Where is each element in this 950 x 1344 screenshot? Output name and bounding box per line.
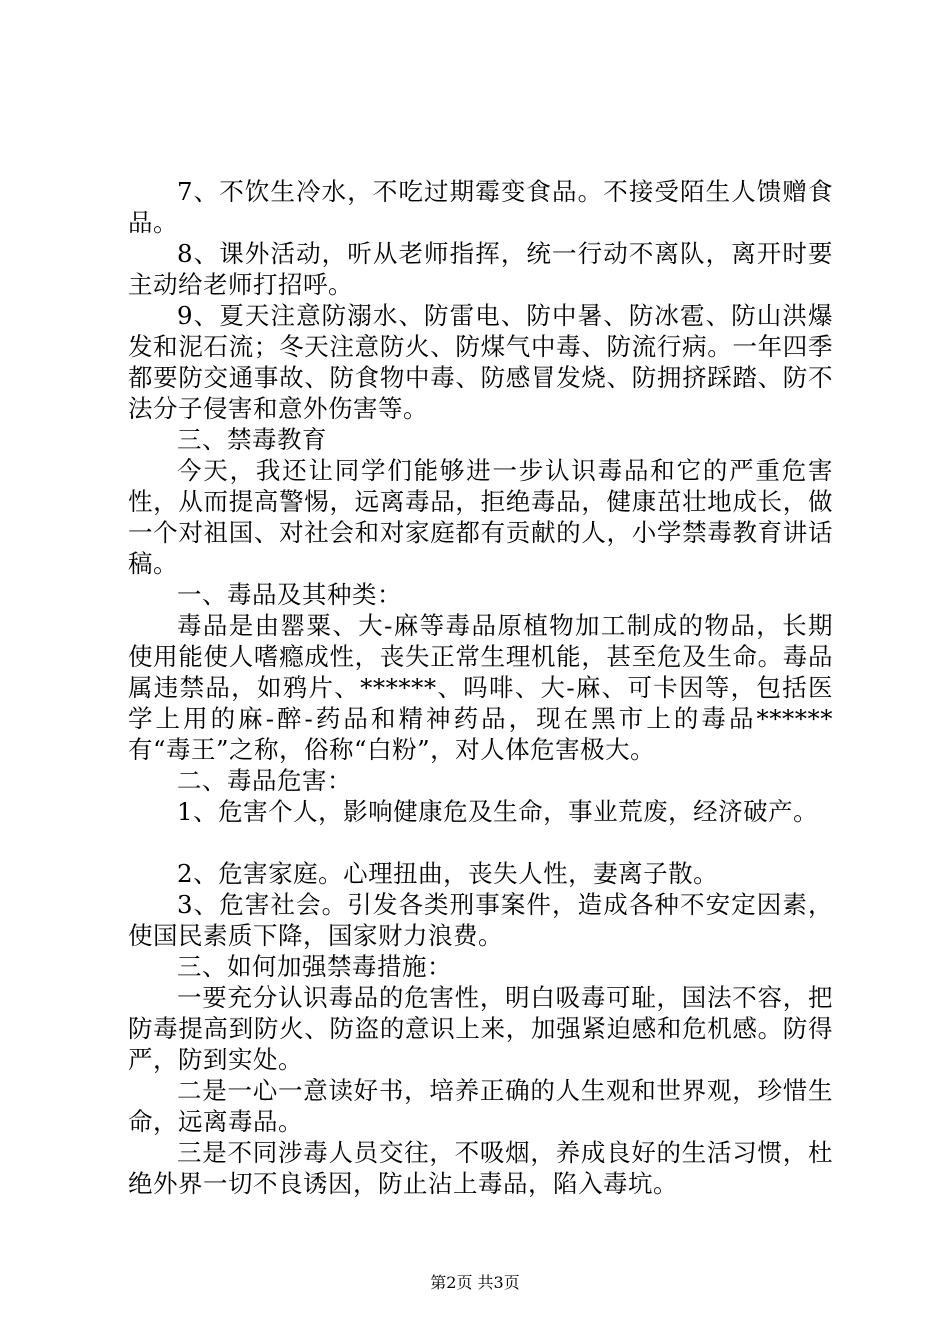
paragraph-7: 7、不饮生冷水，不吃过期霉变食品。不接受陌生人馈赠食品。 bbox=[128, 177, 833, 237]
paragraph-9: 9、夏天注意防溺水、防雷电、防中暑、防冰雹、防山洪爆发和泥石流；冬天注意防火、防煤气中毒、防流行病。一年四季都要防交通事故、防食物中毒、防感冒发烧、防拥挤踩踏、防不法分子侵害和意外伤害等。 bbox=[128, 301, 833, 423]
paragraph-8: 8、课外活动，听从老师指挥，统一行动不离队，离开时要主动给老师打招呼。 bbox=[128, 239, 833, 299]
paragraph-measure-1: 一要充分认识毒品的危害性，明白吸毒可耻，国法不容，把防毒提高到防火、防盗的意识上来，加强紧迫感和危机感。防得严，防到实处。 bbox=[128, 983, 833, 1074]
paragraph-harm-society: 3、危害社会。引发各类刑事案件，造成各种不安定因素，使国民素质下降，国家财力浪费。 bbox=[128, 890, 833, 950]
paragraph-intro: 今天，我还让同学们能够进一步认识毒品和它的严重危害性，从而提高警惕，远离毒品，拒绝毒品，健康茁壮地成长，做一个对祖国、对社会和对家庭都有贡献的人，小学禁毒教育讲话稿。 bbox=[128, 456, 833, 578]
paragraph-harm-individual: 1、危害个人，影响健康危及生命，事业荒废，经济破产。 bbox=[177, 797, 819, 826]
subheading-drug-types: 一、毒品及其种类： bbox=[177, 580, 402, 609]
page-footer: 第2页 共3页 bbox=[430, 1273, 520, 1292]
paragraph-measure-3: 三是不同涉毒人员交往，不吸烟，养成良好的生活习惯，杜绝外界一切不良诱因，防止沾上毒品，陷入毒坑。 bbox=[128, 1138, 833, 1198]
section-heading-drug-education: 三、禁毒教育 bbox=[177, 425, 327, 454]
paragraph-drug-types: 毒品是由罂粟、大-麻等毒品原植物加工制成的物品，长期使用能使人嗜瘾成性，丧失正常生理机能，甚至危及生命。毒品属违禁品，如鸦片、******、吗啡、大-麻、可卡因等，包括医学上用的麻-醉-药品和精神药品，现在黑市上的毒品******有“毒王”之称，俗称“白粉”，对人体危害极大。 bbox=[128, 611, 833, 764]
document-body bbox=[128, 176, 833, 1199]
subheading-drug-harm: 二、毒品危害： bbox=[177, 766, 352, 795]
paragraph-harm-family: 2、危害家庭。心理扭曲，丧失人性，妻离子散。 bbox=[177, 859, 719, 888]
subheading-measures: 三、如何加强禁毒措施： bbox=[177, 952, 452, 981]
paragraph-measure-2: 二是一心一意读好书，培养正确的人生观和世界观，珍惜生命，远离毒品。 bbox=[128, 1076, 833, 1136]
